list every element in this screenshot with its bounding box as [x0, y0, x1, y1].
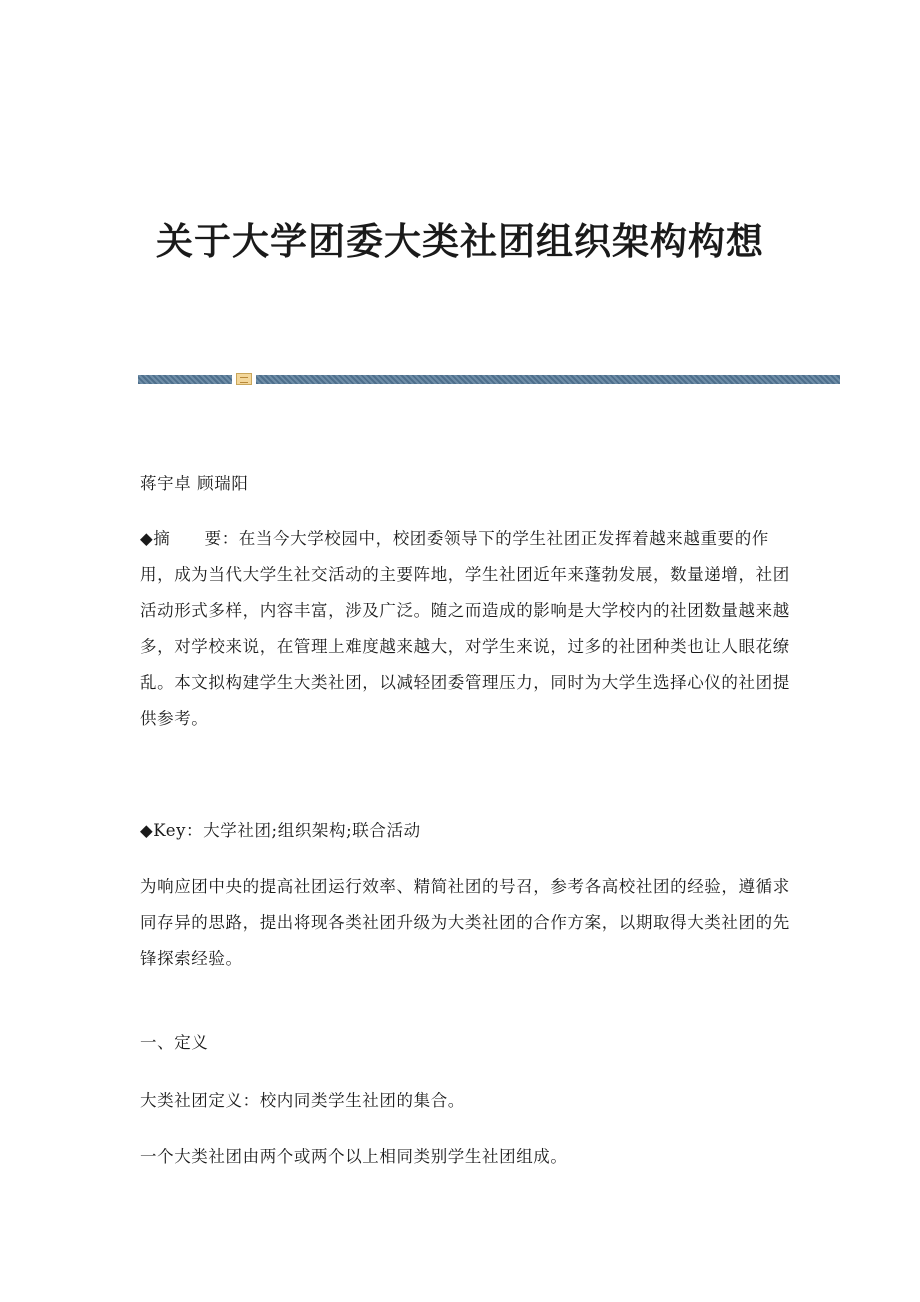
keywords	[140, 813, 790, 849]
intro-text: 为响应团中央的提高社团运行效率、精简社团的号召，参考各高校社团的经验，遵循求同存异的思路，提出将现各类社团升级为大类社团的合作方案，以期取得大类社团的先锋探索经验。	[140, 877, 790, 968]
authors-text: 蒋宇卓 顾瑞阳	[140, 474, 249, 493]
authors	[140, 466, 790, 502]
section-heading-text: 一、定义	[140, 1033, 209, 1052]
intro-paragraph	[140, 869, 790, 977]
keywords-text: ◆Key：大学社团;组织架构;联合活动	[140, 821, 421, 840]
section-heading	[140, 1025, 790, 1061]
abstract-text: ◆摘 要：在当今大学校园中，校团委领导下的学生社团正发挥着越来越重要的作用，成为当代大学生社交活动的主要阵地，学生社团近年来蓬勃发展，数量递增，社团活动形式多样，内容丰富，涉及广泛。随之而造成的影响是大学校内的社团数量越来越多，对学校来说，在管理上难度越来越大，对学生来说，过多的社团种类也让人眼花缭乱。本文拟构建学生大类社团，以减轻团委管理压力，同时为大学生选择心仪的社团提供参考。	[140, 529, 790, 728]
decorative-divider	[138, 375, 840, 384]
abstract	[140, 521, 790, 737]
definition-text-1: 大类社团定义：校内同类学生社团的集合。	[140, 1091, 465, 1110]
definition-paragraph-1	[140, 1083, 790, 1119]
definition-paragraph-2	[140, 1139, 790, 1175]
definition-text-2: 一个大类社团由两个或两个以上相同类别学生社团组成。	[140, 1147, 568, 1166]
divider-ornament-icon	[236, 373, 252, 385]
document-title: 关于大学团委大类社团组织架构构想	[156, 220, 764, 263]
divider-bar-left	[138, 375, 232, 384]
divider-bar-right	[256, 375, 840, 384]
